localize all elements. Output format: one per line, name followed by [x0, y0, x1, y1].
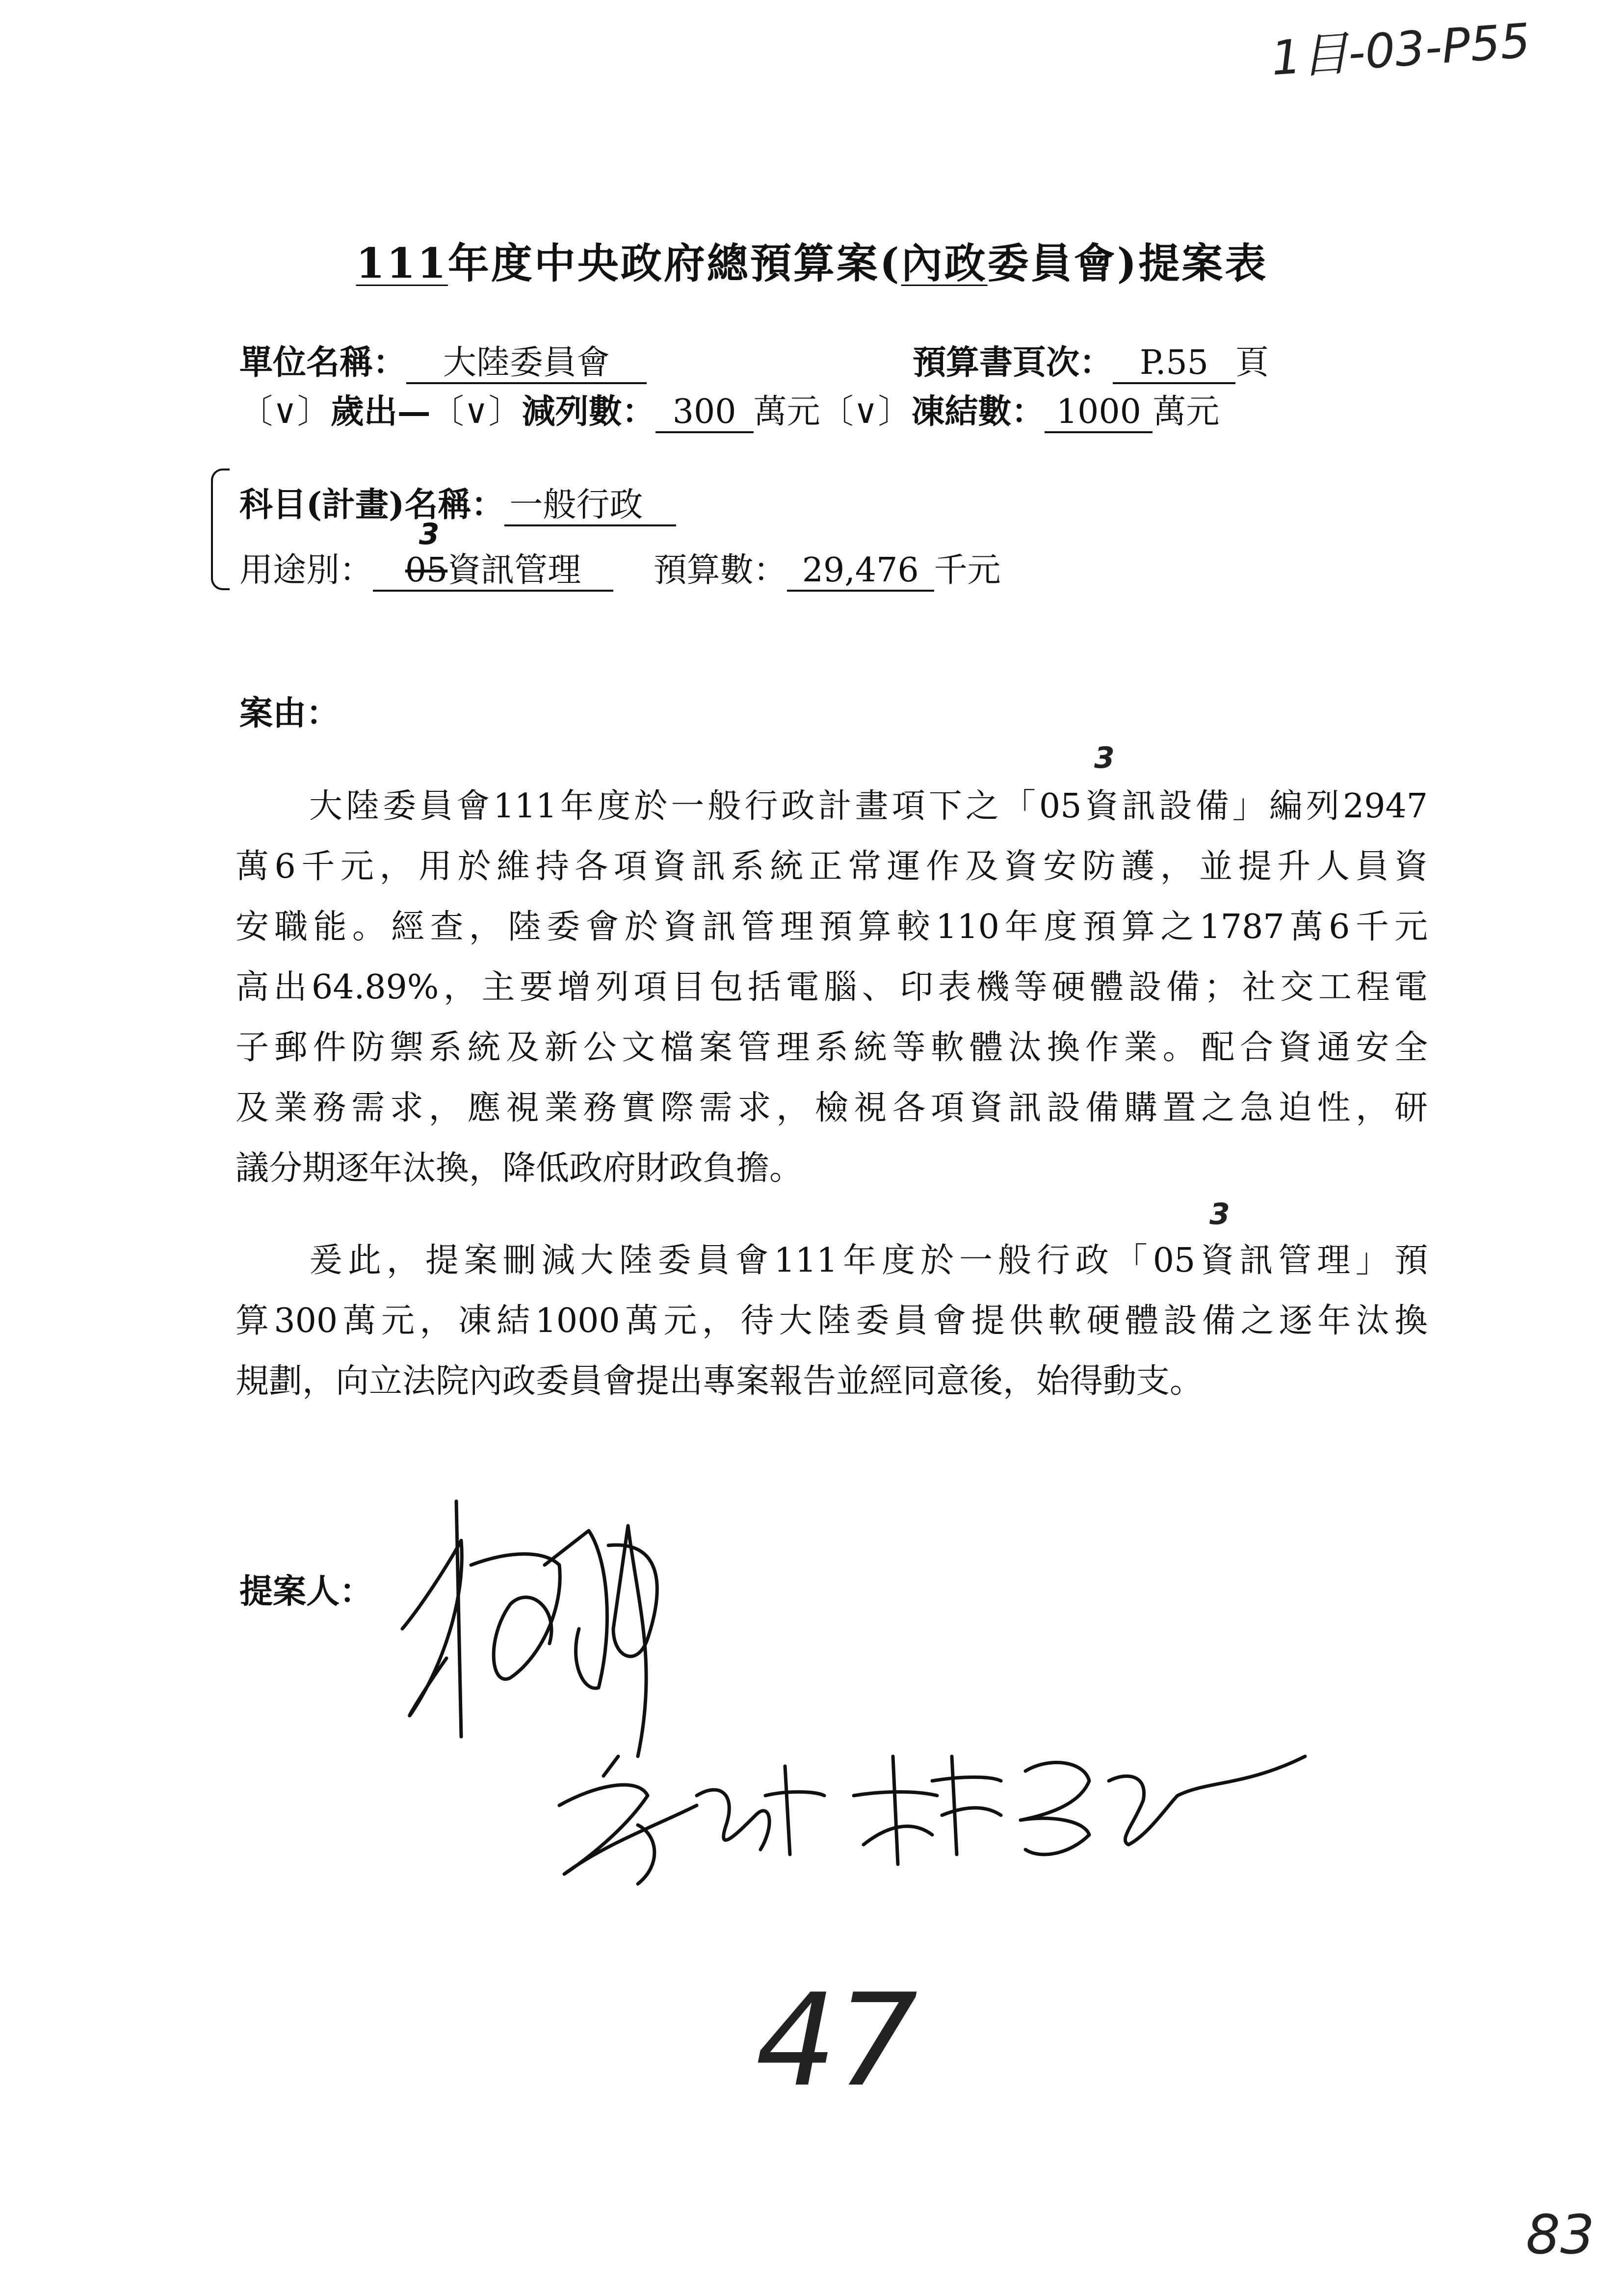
- cut-value: 300: [655, 393, 754, 433]
- amount-label: 預算數：: [653, 551, 787, 590]
- signatures: [383, 1482, 1354, 1933]
- para1-line: 及業務需求，應視業務實際需求，檢視各項資訊設備購置之急迫性，研: [236, 1089, 1428, 1127]
- para1-line: 子郵件防禦系統及新公文檔案管理系統等軟體汰換作業。配合資通安全: [236, 1028, 1428, 1067]
- subject-label: 科目(計畫)名稱：: [239, 485, 505, 524]
- signature-stroke: [932, 1756, 1001, 1854]
- subject-row: [239, 478, 676, 526]
- para1-line: 萬6千元，用於維持各項資訊系統正常運作及資安防護，並提升人員資: [236, 847, 1428, 886]
- handwritten-number: 47: [756, 1967, 918, 2115]
- title-committee: 內政: [901, 239, 988, 287]
- cut-unit: 萬元: [753, 392, 820, 431]
- para1-line: 議分期逐年汰換，降低政府財政負擔。: [236, 1149, 803, 1188]
- reason-paragraph-2: [236, 1230, 1428, 1411]
- freeze-value: 1000: [1045, 393, 1153, 433]
- title-year: 111: [356, 239, 448, 287]
- header-annotation: 1目-03-P55: [1269, 13, 1532, 86]
- para2-correction-note: 3: [1209, 1197, 1230, 1231]
- para1-line: 大陸委員會111年度於一般行政計畫項下之「05資訊設備」編列2947: [309, 787, 1428, 826]
- signature-stroke: [697, 1790, 769, 1850]
- use-code: 05: [405, 551, 448, 590]
- signature-stroke: [1109, 1756, 1305, 1845]
- signature-stroke: [854, 1756, 937, 1864]
- corner-number: 83: [1526, 2203, 1595, 2266]
- unit-value: 大陸委員會: [406, 344, 647, 384]
- check-expenditure: 〔∨〕: [239, 392, 331, 431]
- signature-stroke: [471, 1554, 560, 1679]
- freeze-label: 凍結數：: [911, 392, 1045, 431]
- signature-stroke: [608, 1526, 657, 1756]
- para1-correction-note: 3: [1094, 741, 1115, 775]
- amount-unit: 千元: [934, 551, 1001, 590]
- title-pre: 年度中央政府總預算案(: [447, 239, 901, 287]
- para2-line: 規劃，向立法院內政委員會提出專案報告並經同意後，始得動支。: [236, 1362, 1204, 1401]
- subject-value: 一般行政: [504, 486, 676, 526]
- page-ref-label: 預算書頁次：: [913, 343, 1113, 382]
- use-value: 資訊管理: [447, 551, 581, 590]
- use-label: 用途別：: [239, 551, 373, 590]
- signature-stroke: [765, 1766, 824, 1854]
- budget-line: [239, 385, 1219, 433]
- title-post: 委員會)提案表: [987, 239, 1268, 287]
- proposer-label: 提案人：: [239, 1572, 373, 1611]
- page-ref-suffix: 頁: [1235, 343, 1269, 382]
- check-cut: 〔∨〕: [430, 392, 522, 431]
- subject-bracket: [211, 469, 230, 590]
- cut-label: 減列數：: [522, 392, 655, 431]
- reason-label: 案由：: [239, 694, 340, 733]
- page-title: [0, 231, 1624, 290]
- use-value-field: [373, 517, 613, 592]
- amount-value: 29,476: [787, 551, 934, 592]
- para1-line: 安職能。經查，陸委會於資訊管理預算較110年度預算之1787萬6千元: [236, 908, 1428, 946]
- page-ref-row: [913, 336, 1269, 384]
- freeze-unit: 萬元: [1153, 392, 1220, 431]
- signature-stroke: [559, 1785, 697, 1874]
- para2-line: 爰此，提案刪減大陸委員會111年度於一般行政「05資訊管理」預: [309, 1241, 1428, 1280]
- unit-label: 單位名稱：: [239, 343, 407, 382]
- use-row: [239, 517, 1001, 592]
- signature-stroke: [456, 1501, 461, 1737]
- check-freeze: 〔∨〕: [820, 392, 912, 431]
- use-code-correction: 3: [419, 517, 440, 551]
- signature-stroke: [402, 1540, 462, 1716]
- page-ref-value: P.55: [1113, 344, 1235, 384]
- unit-row: [239, 336, 647, 384]
- para1-line: 高出64.89%，主要增列項目包括電腦、印表機等硬體設備；社交工程電: [236, 968, 1428, 1007]
- reason-paragraph-1: [236, 776, 1428, 1199]
- signature-stroke: [1021, 1763, 1089, 1854]
- para2-line: 算300萬元，凍結1000萬元，待大陸委員會提供軟硬體設備之逐年汰換: [236, 1302, 1428, 1340]
- expenditure-label: 歲出—: [330, 392, 431, 431]
